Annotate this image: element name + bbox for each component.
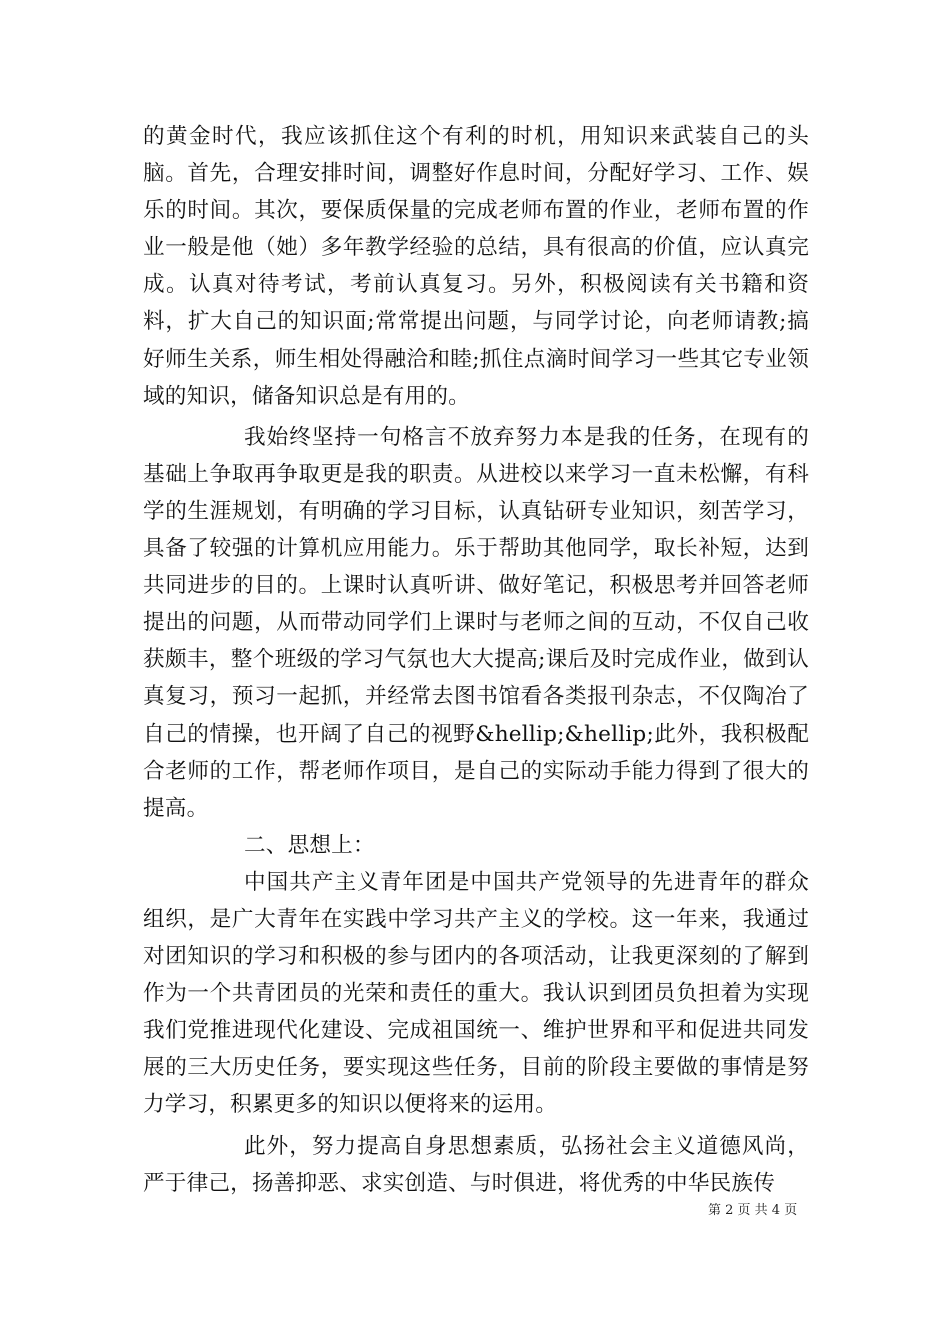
- paragraph-study-continued: 的黄金时代，我应该抓住这个有利的时机，用知识来武装自己的头脑。首先，合理安排时间，调整好作息时间，分配好学习、工作、娱乐的时间。其次，要保质保量的完成老师布置的作业，老师布置的作业一般是他（她）多年教学经验的总结，具有很高的价值，应认真完成。认真对待考试，考前认真复习。另外，积极阅读有关书籍和资料，扩大自己的知识面;常常提出问题，与同学讨论，向老师请教;搞好师生关系，师生相处得融洽和睦;抓住点滴时间学习一些其它专业领域的知识，储备知识总是有用的。: [143, 124, 809, 409]
- paragraph-motto: 我始终坚持一句格言不放弃努力本是我的任务，在现有的基础上争取再争取更是我的职责。从进校以来学习一直未松懈，有科学的生涯规划，有明确的学习目标，认真钻研专业知识，刻苦学习，具备了较强的计算机应用能力。乐于帮助其他同学，取长补短，达到共同进步的目的。上课时认真听讲、做好笔记，积极思考并回答老师提出的问题，从而带动同学们上课时与老师之间的互动，不仅自己收获颇丰，整个班级的学习气氛也大大提高;课后及时完成作业，做到认真复习，预习一起抓，并经常去图书馆看各类报刊杂志，不仅陶冶了自己的情操，也开阔了自己的视野&hellip;&hellip;此外，我积极配合老师的工作，帮老师作项目，是自己的实际动手能力得到了很大的提高。: [143, 424, 809, 821]
- paragraph-moral-quality: 此外，努力提高自身思想素质，弘扬社会主义道德风尚，严于律己，扬善抑恶、求实创造、与时俱进，将优秀的中华民族传: [143, 1133, 809, 1196]
- document-body: [143, 118, 809, 1202]
- page-number-footer: 第 2 页 共 4 页: [708, 1203, 798, 1218]
- section-heading-thought: 二、思想上：: [244, 832, 375, 858]
- paragraph-youth-league: 中国共产主义青年团是中国共产党领导的先进青年的群众组织，是广大青年在实践中学习共产主义的学校。这一年来，我通过对团知识的学习和积极的参与团内的各项活动，让我更深刻的了解到作为一个共青团员的光荣和责任的重大。我认识到团员负担着为实现我们党推进现代化建设、完成祖国统一、维护世界和平和促进共同发展的三大历史任务，要实现这些任务，目前的阶段主要做的事情是努力学习，积累更多的知识以便将来的运用。: [143, 869, 809, 1118]
